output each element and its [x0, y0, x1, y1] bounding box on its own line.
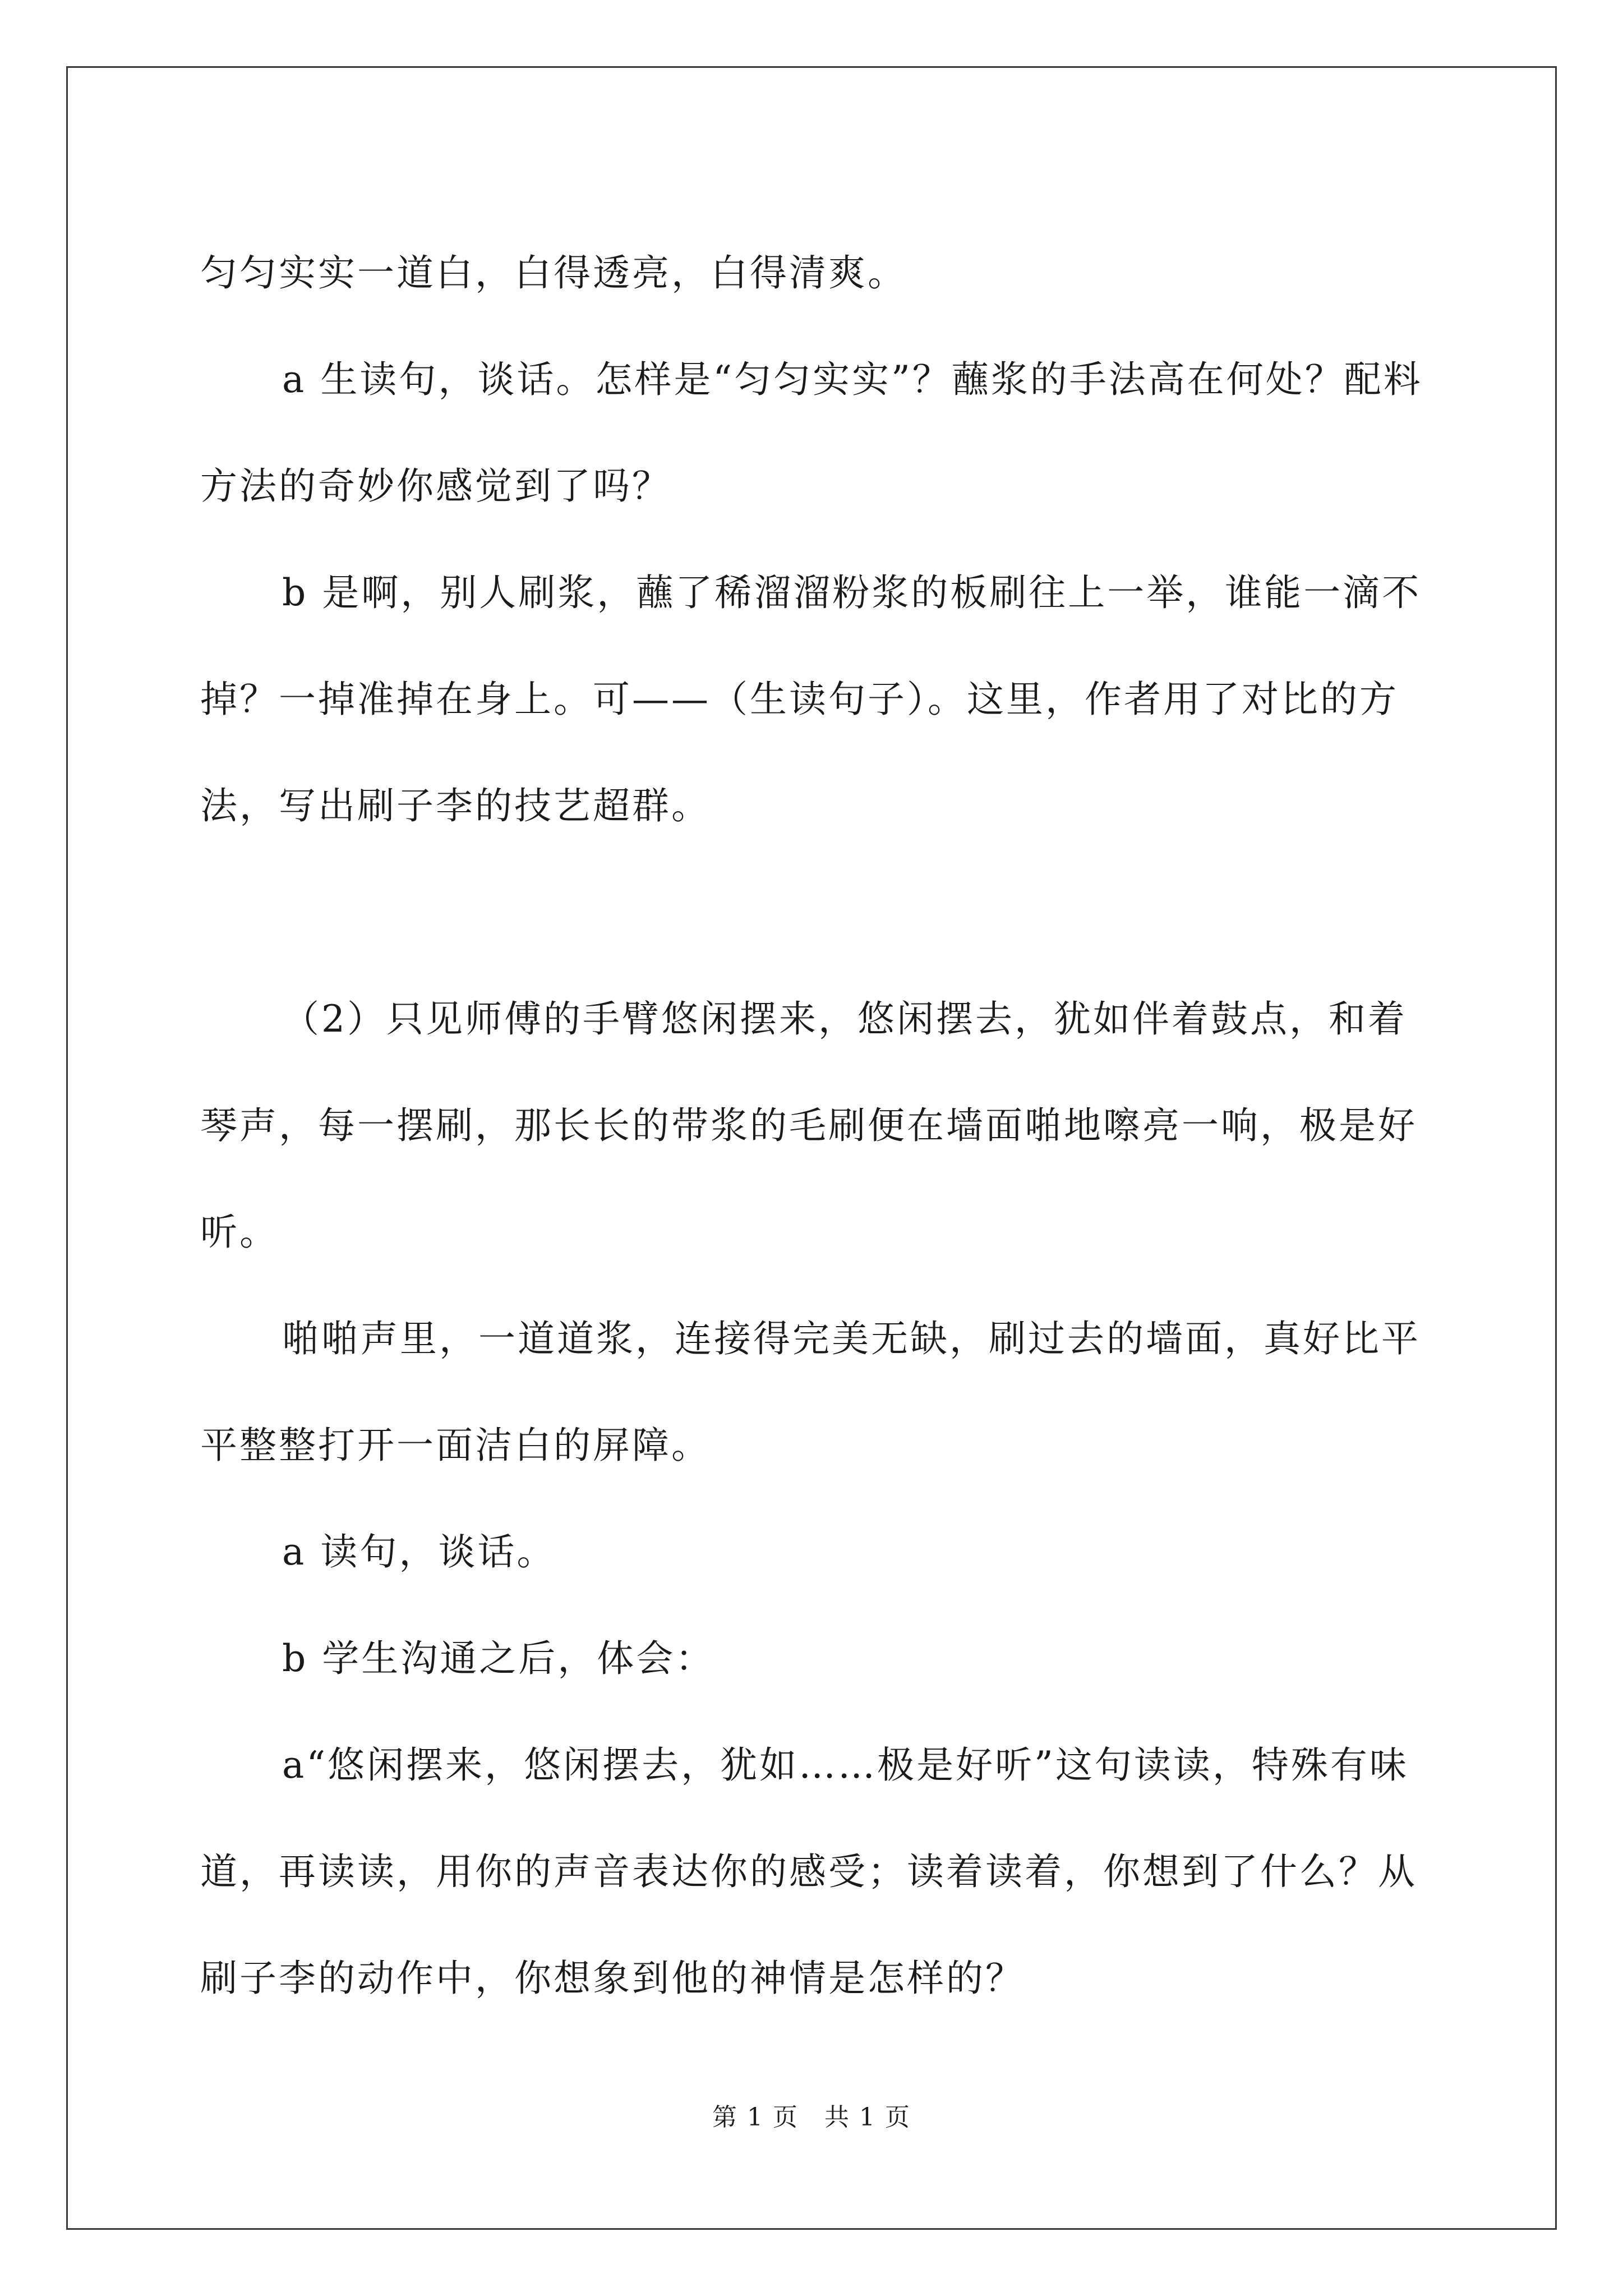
paragraph-4: （2）只见师傅的手臂悠闲摆来，悠闲摆去，犹如伴着鼓点，和着琴声，每一摆刷，那长长的带浆的毛刷便在墙面啪地嚓亮一响，极是好听。 [200, 997, 1417, 1254]
paragraph-1: 匀匀实实一道白，白得透亮，白得清爽。 [200, 251, 907, 295]
paragraph-2: a 生读句，谈话。怎样是“匀匀实实”？蘸浆的手法高在何处？配料方法的奇妙你感觉到了吗？ [200, 358, 1423, 508]
paragraph-5: 啪啪声里，一道道浆，连接得完美无缺，刷过去的墙面，真好比平平整整打开一面洁白的屏障。 [200, 1317, 1421, 1467]
paragraph-7: b 学生沟通之后，体会： [282, 1637, 715, 1680]
paragraph-6: a 读句，谈话。 [282, 1530, 556, 1573]
paragraph-gap [200, 859, 1431, 966]
paragraph-8: a“悠闲摆来，悠闲摆去，犹如……极是好听”这句读读，特殊有味道，再读读，用你的声音表达你的感受；读着读着，你想到了什么？从刷子李的动作中，你想象到他的神情是怎样的？ [200, 1743, 1417, 2000]
document-body [200, 220, 1431, 2032]
paragraph-3: b 是啊，别人刷浆，蘸了稀溜溜粉浆的板刷往上一举，谁能一滴不掉？一掉准掉在身上。可——（生读句子）。这里，作者用了对比的方法，写出刷子李的技艺超群。 [200, 571, 1422, 827]
page-number-footer: 第 1 页 共 1 页 [712, 2103, 911, 2132]
